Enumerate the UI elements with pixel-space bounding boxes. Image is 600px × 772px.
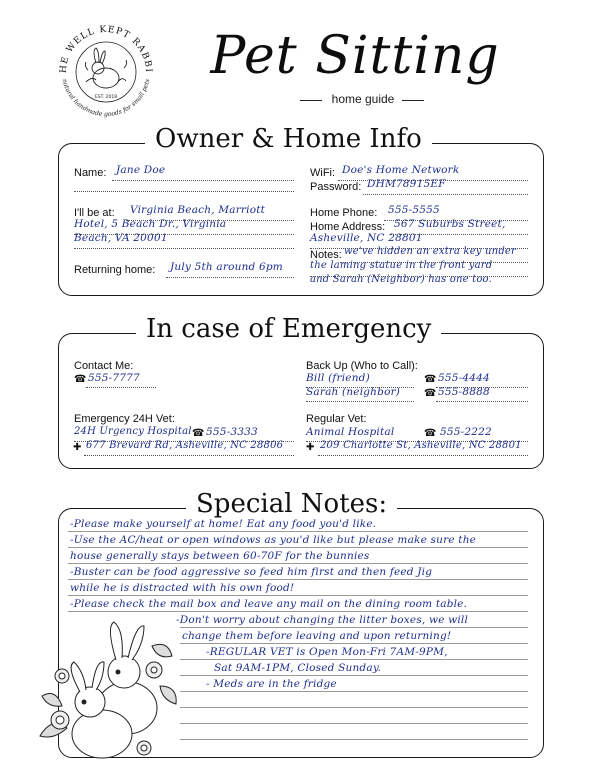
address-line-2[interactable]: Asheville, NC 28801 <box>310 232 423 244</box>
backup-1-name[interactable]: Bill (friend) <box>306 372 370 384</box>
bunny-illustration <box>32 616 182 766</box>
note-rule <box>68 611 528 612</box>
regvet-label: Regular Vet: <box>306 413 367 425</box>
contact-label: Contact Me: <box>74 360 134 372</box>
wifi-value[interactable]: Doe's Home Network <box>342 164 460 176</box>
vet24-address[interactable]: 677 Brevard Rd, Asheville, NC 28806 <box>86 440 284 451</box>
backup-2-name[interactable]: Sarah (neighbor) <box>306 386 401 398</box>
special-notes-heading: Special Notes: <box>186 489 397 519</box>
vet24-location-icon: ✚ <box>73 442 82 453</box>
note-line-1[interactable]: -Please make yourself at home! Eat any food you'd like. <box>70 518 377 530</box>
note-line-8[interactable]: change them before leaving and upon returning! <box>182 630 452 642</box>
away-line-1[interactable]: Virginia Beach, Marriott <box>130 204 266 216</box>
backup-label: Back Up (Who to Call): <box>306 360 418 372</box>
note-rule <box>68 547 528 548</box>
wifi-label: WiFi: <box>310 167 336 179</box>
name-label: Name: <box>74 167 107 179</box>
contact-phone-value[interactable]: 555-7777 <box>88 372 140 384</box>
note-rule <box>68 579 528 580</box>
backup-1-phone[interactable]: 555-4444 <box>438 372 490 384</box>
notes-line-3[interactable]: and Sarah (Neighbor) has one too. <box>310 274 492 285</box>
note-rule <box>180 691 528 692</box>
password-label: Password: <box>310 181 362 193</box>
vet24-label: Emergency 24H Vet: <box>74 413 175 425</box>
away-line-3[interactable]: Beach, VA 20001 <box>74 232 168 244</box>
emergency-heading: In case of Emergency <box>136 314 441 344</box>
logo-est: EST. 2018 <box>94 95 118 100</box>
note-line-3[interactable]: house generally stays between 60-70F for the bunnies <box>70 550 370 562</box>
name-value[interactable]: Jane Doe <box>116 164 166 176</box>
notes-line-1[interactable]: we've hidden an extra key under <box>344 246 517 257</box>
note-line-6[interactable]: -Please check the mail box and leave any mail on the dining room table. <box>70 598 468 610</box>
return-label: Returning home: <box>74 264 156 276</box>
notes-line-2[interactable]: the laming statue in the front yard <box>310 260 493 271</box>
note-line-2[interactable]: -Use the AC/heat or open windows as you'd like but please make sure the <box>70 534 477 546</box>
contact-phone-icon: ☎ <box>74 374 87 385</box>
note-rule <box>180 627 528 628</box>
vet24-phone-icon: ☎ <box>192 428 205 439</box>
return-value[interactable]: July 5th around 6pm <box>170 261 283 273</box>
regvet-phone-icon: ☎ <box>424 428 437 439</box>
regvet-phone[interactable]: 555-2222 <box>440 426 492 438</box>
note-line-7[interactable]: -Don't worry about changing the litter boxes, we will <box>176 614 469 626</box>
note-rule <box>180 675 528 676</box>
away-label: I'll be at: <box>74 207 115 219</box>
address-label: Home Address: <box>310 221 386 233</box>
note-line-11[interactable]: - Meds are in the fridge <box>206 678 337 690</box>
note-rule <box>180 643 528 644</box>
note-rule <box>180 659 528 660</box>
home-phone-label: Home Phone: <box>310 207 378 219</box>
vet24-name[interactable]: 24H Urgency Hospital <box>74 426 192 437</box>
note-line-9[interactable]: -REGULAR VET is Open Mon-Fri 7AM-9PM, <box>206 646 448 658</box>
note-line-4[interactable]: -Buster can be food aggressive so feed him first and then feed Jig <box>70 566 433 578</box>
backup-2-phone[interactable]: 555-8888 <box>438 386 490 398</box>
note-line-10[interactable]: Sat 9AM-1PM, Closed Sunday. <box>214 662 382 674</box>
regvet-location-icon: ✚ <box>306 442 315 453</box>
notes-label: Notes: <box>310 249 342 261</box>
note-rule <box>68 531 528 532</box>
regvet-name[interactable]: Animal Hospital <box>306 426 395 438</box>
note-rule <box>180 739 528 740</box>
note-rule <box>68 563 528 564</box>
note-rule <box>180 707 528 708</box>
bunny-flowers-icon <box>32 616 182 766</box>
note-line-5[interactable]: while he is distracted with his own food! <box>70 582 295 594</box>
backup-1-phone-icon: ☎ <box>424 374 437 385</box>
backup-2-phone-icon: ☎ <box>424 388 437 399</box>
logo-ring-top: HE WELL KEPT RABBI <box>58 24 154 74</box>
password-value[interactable]: DHM78915EF <box>367 178 446 190</box>
note-rule <box>68 595 528 596</box>
vet24-phone[interactable]: 555-3333 <box>206 426 258 438</box>
page-subtitle: home guide <box>331 92 395 106</box>
home-phone-value[interactable]: 555-5555 <box>388 204 440 216</box>
page-title: Pet Sitting <box>210 26 500 86</box>
owner-info-heading: Owner & Home Info <box>145 124 432 154</box>
regvet-address[interactable]: 209 Charlotte St, Asheville, NC 28801 <box>320 440 522 451</box>
address-line-1[interactable]: 567 Suburbs Street, <box>394 218 506 230</box>
logo-ring-bottom: natural handmade goods for small pets <box>60 78 152 119</box>
note-rule <box>180 723 528 724</box>
away-line-2[interactable]: Hotel, 5 Beach Dr., Virginia <box>74 218 227 230</box>
